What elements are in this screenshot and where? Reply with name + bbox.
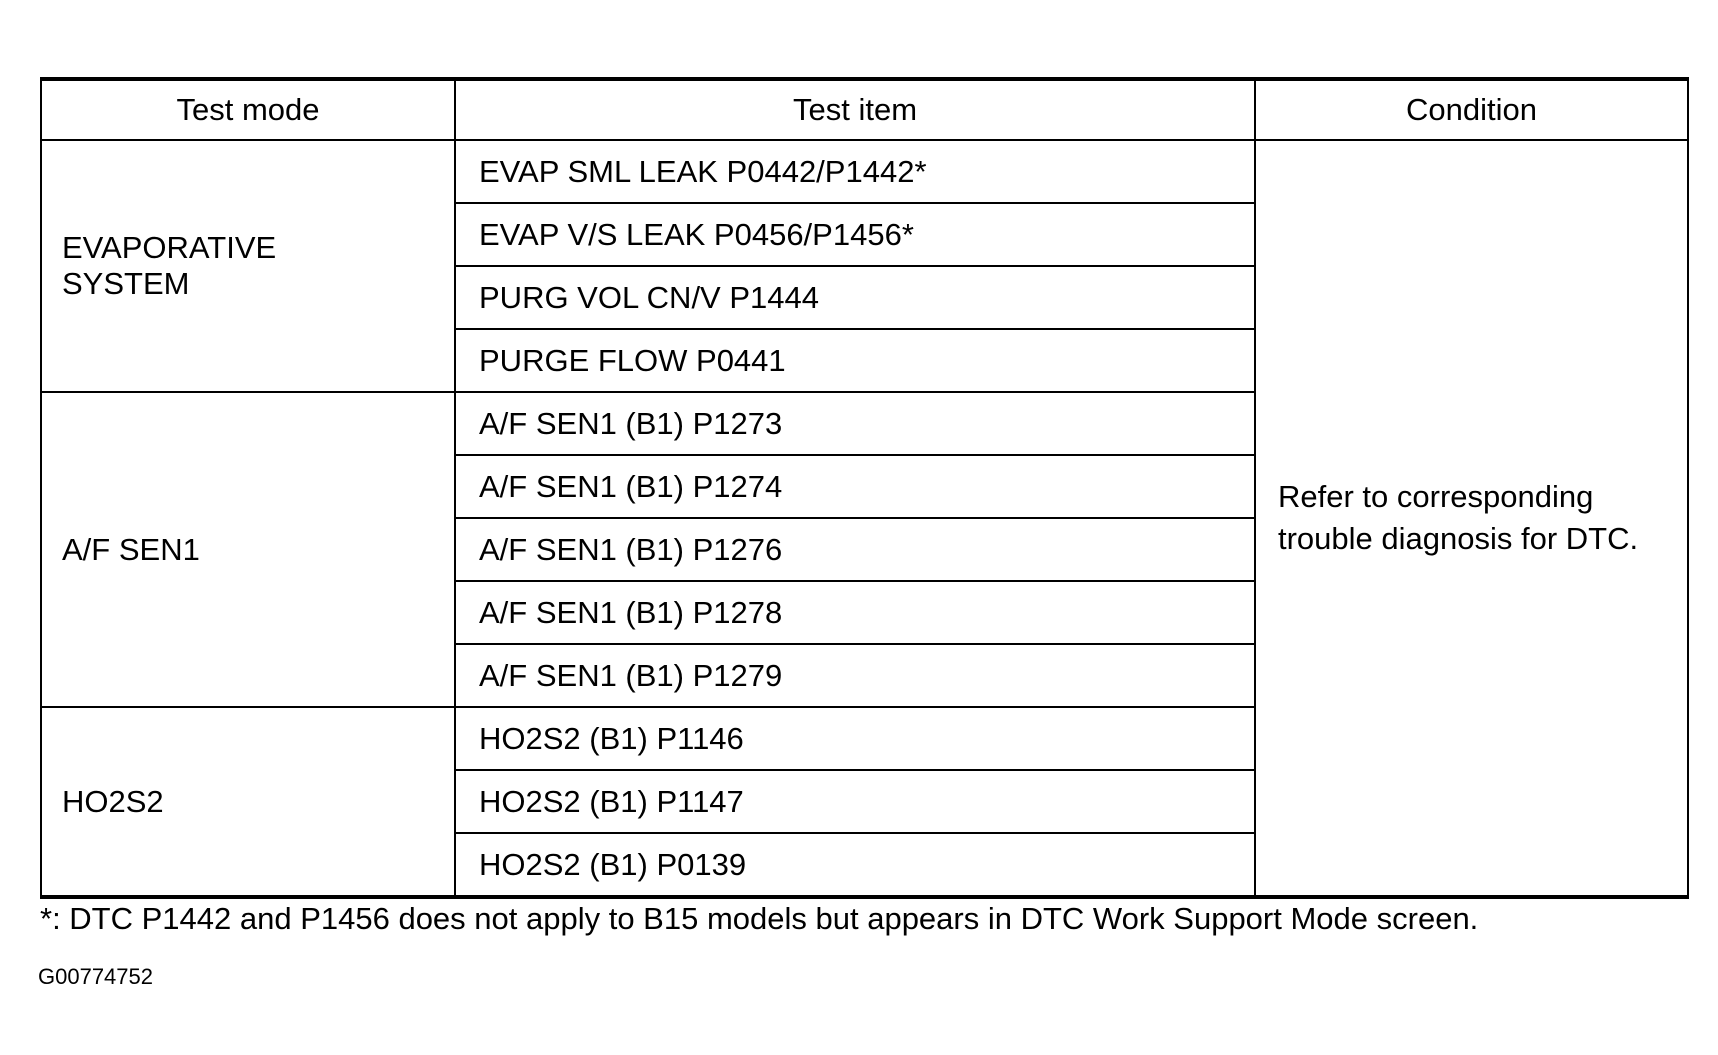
test-mode-line: HO2S2: [62, 783, 164, 819]
test-mode-line: SYSTEM: [62, 266, 190, 301]
test-item: A/F SEN1 (B1) P1279: [455, 644, 1255, 707]
header-row: [41, 79, 1688, 140]
test-item: HO2S2 (B1) P0139: [455, 833, 1255, 897]
test-mode-line: A/F SEN1: [62, 531, 200, 567]
test-item: A/F SEN1 (B1) P1273: [455, 392, 1255, 455]
test-item: PURG VOL CN/V P1444: [455, 266, 1255, 329]
test-mode-ho2s2: [41, 707, 455, 897]
table-row: [41, 140, 1688, 203]
test-item: A/F SEN1 (B1) P1278: [455, 581, 1255, 644]
test-item: PURGE FLOW P0441: [455, 329, 1255, 392]
test-item: HO2S2 (B1) P1147: [455, 770, 1255, 833]
test-mode-table: [40, 77, 1689, 899]
test-item: HO2S2 (B1) P1146: [455, 707, 1255, 770]
condition-cell: Refer to corresponding trouble diagnosis for DTC.: [1255, 140, 1688, 897]
test-mode-line: EVAPORATIVE: [62, 230, 277, 265]
header-test-mode: Test mode: [41, 79, 455, 140]
test-item: EVAP SML LEAK P0442/P1442*: [455, 140, 1255, 203]
header-condition: Condition: [1255, 79, 1688, 140]
figure-id: G00774752: [38, 964, 153, 989]
footnote: *: DTC P1442 and P1456 does not apply to B15 models but appears in DTC Work Support Mode screen.: [40, 901, 1479, 936]
test-mode-af-sen1: [41, 392, 455, 707]
test-item: A/F SEN1 (B1) P1276: [455, 518, 1255, 581]
test-mode-evaporative-system: [41, 140, 455, 392]
header-test-item: Test item: [455, 79, 1255, 140]
test-item: A/F SEN1 (B1) P1274: [455, 455, 1255, 518]
test-item: EVAP V/S LEAK P0456/P1456*: [455, 203, 1255, 266]
